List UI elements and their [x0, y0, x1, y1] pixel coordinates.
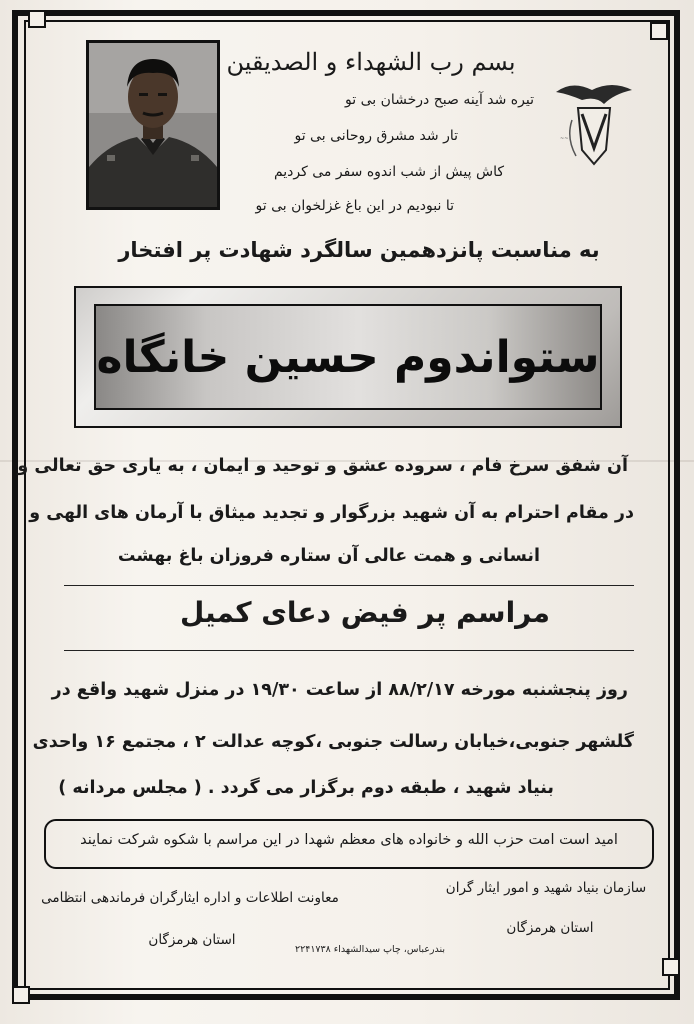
ceremony-title: مراسم پر فیض دعای کمیل	[180, 596, 550, 629]
divider	[64, 650, 634, 651]
name-plaque-inner	[94, 304, 602, 410]
basmala-heading: بسم رب الشهداء و الصدیقین	[226, 48, 516, 76]
occasion-heading: به مناسبت پانزدهمین سالگرد شهادت پر افتخار	[118, 238, 600, 262]
svg-text:~~: ~~	[560, 136, 569, 142]
dove-tulip-emblem-icon	[552, 78, 636, 170]
signature-left-place: استان هرمزگان	[148, 932, 236, 948]
invitation-text: امید است امت حزب الله و خانواده های معظم شهدا در این مراسم با شکوه شرکت نمایند	[80, 832, 618, 848]
poem-line-2: تار شد مشرق روحانی بی تو	[294, 128, 458, 144]
signature-right-place: استان هرمزگان	[506, 920, 594, 936]
corner-ornament	[12, 986, 30, 1004]
tribute-line-1: آن شفق سرخ فام ، سروده عشق و توحید و ایمان ، به یاری حق تعالی و	[17, 456, 628, 476]
details-line-3: بنیاد شهید ، طبقه دوم برگزار می گردد . ( مجلس مردانه )	[58, 778, 554, 798]
tribute-line-3: انسانی و همت عالی آن ستاره فروزان باغ بهشت	[117, 546, 540, 566]
martyr-name: ستواندوم حسین خانگاه	[96, 331, 600, 383]
details-line-2: گلشهر جنوبی،خیابان رسالت جنوبی ،کوچه عدالت ۲ ، مجتمع ۱۶ واحدی	[32, 732, 634, 752]
poem-line-4: تا نبودیم در این باغ غزلخوان بی تو	[255, 198, 454, 214]
printer-credit: بندرعباس، چاپ سیدالشهداء ۲۲۴۱۷۳۸	[295, 944, 445, 955]
corner-ornament	[28, 10, 46, 28]
corner-ornament	[650, 22, 668, 40]
divider	[64, 585, 634, 586]
details-line-1: روز پنجشنبه مورخه ۸۸/۲/۱۷ از ساعت ۱۹/۳۰ در منزل شهید واقع در	[51, 680, 628, 700]
poem-line-1: تیره شد آینه صبح درخشان بی تو	[344, 92, 534, 108]
poem-line-3: کاش پیش از شب اندوه سفر می کردیم	[273, 164, 504, 180]
signature-left-org: معاونت اطلاعات و اداره ایثارگران فرماندهی انتظامی	[41, 890, 339, 906]
tribute-line-2: در مقام احترام به آن شهید بزرگوار و تجدید میثاق با آرمان های الهی و	[29, 503, 634, 523]
corner-ornament	[662, 958, 680, 976]
name-plaque	[74, 286, 622, 428]
signature-right-org: سازمان بنیاد شهید و امور ایثار گران	[445, 880, 647, 896]
